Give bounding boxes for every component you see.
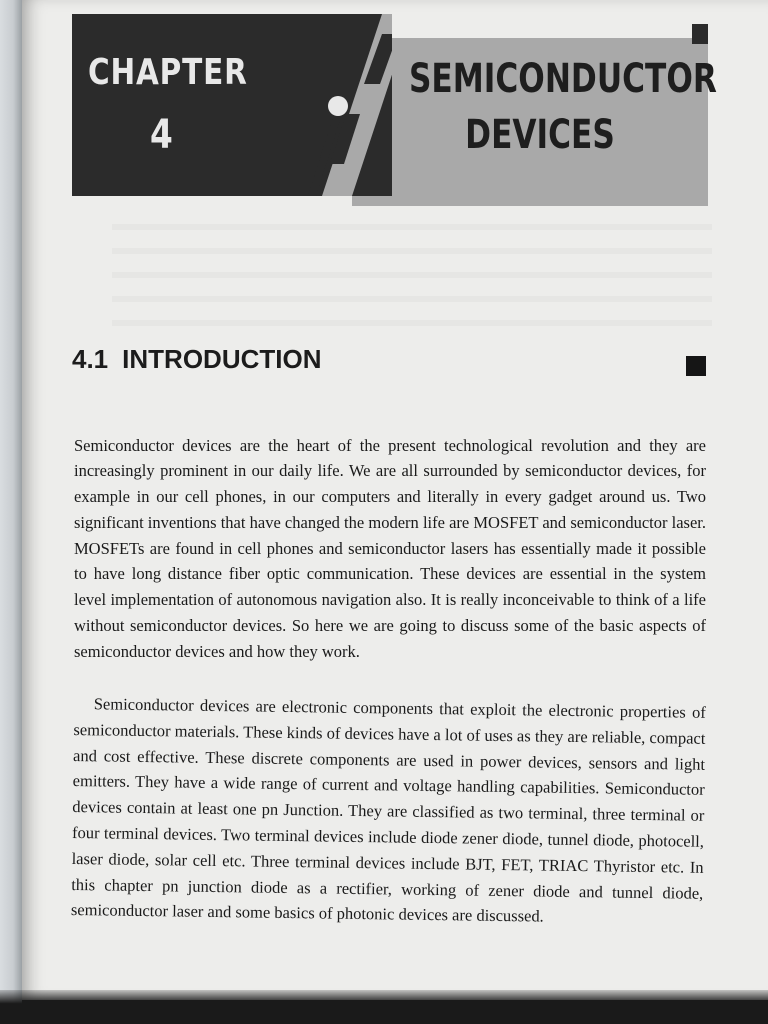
chapter-number: 4 xyxy=(150,112,173,158)
banner-corner-notch xyxy=(692,24,708,44)
section-title: INTRODUCTION xyxy=(122,344,322,374)
book-left-edge xyxy=(0,0,22,1024)
chapter-label: CHAPTER xyxy=(88,52,248,93)
chapter-title-line1: SEMICONDUCTOR xyxy=(408,56,717,102)
page-bottom-shadow xyxy=(0,990,768,1024)
section-heading xyxy=(72,344,321,375)
chapter-slash-icon xyxy=(252,14,392,196)
chapter-banner xyxy=(72,14,717,196)
paragraph-2: Semiconductor devices are electronic components that exploit the electronic properties of semiconductor materials. These kinds of devices have a lot of uses as they are reliable, compact and cost effective. These discrete components are used in power devices, sensors and light emitters. They have a wide range of current and voltage handling capabilities. Semiconductor devices contain at least one pn Junction. They are classified as two terminal, three terminal or four terminal devices. Two terminal devices include diode zener diode, tunnel diode, photocell, laser diode, solar cell etc. Three terminal devices include BJT, FET, TRIAC Thyristor etc. In this chapter pn junction diode as a rectifier, working of zener diode and tunnel diode, semiconductor laser and some basics of photonic devices are discussed. xyxy=(70,693,706,926)
section-end-square-icon xyxy=(686,356,706,376)
chapter-title-line2: DEVICES xyxy=(465,112,615,158)
show-through-text xyxy=(112,206,712,326)
section-number: 4.1 xyxy=(72,344,109,374)
paragraph-1: Semiconductor devices are the heart of the present technological revolution and they are increasingly prominent in our daily life. We are all surrounded by semiconductor devices, for example in our cell phones, in our computers and literally in every gadget around us. Two significant inventions that have changed the modern life are MOSFET and semiconductor laser. MOSFETs are found in cell phones and semiconductor lasers has essentially made it possible to have long distance fiber optic communication. These devices are essential in the system level implementation of autonomous navigation also. It is really inconceivable to think of a life without semiconductor devices. So here we are going to discuss some of the basic aspects of semiconductor devices and how they work. xyxy=(74,435,706,661)
